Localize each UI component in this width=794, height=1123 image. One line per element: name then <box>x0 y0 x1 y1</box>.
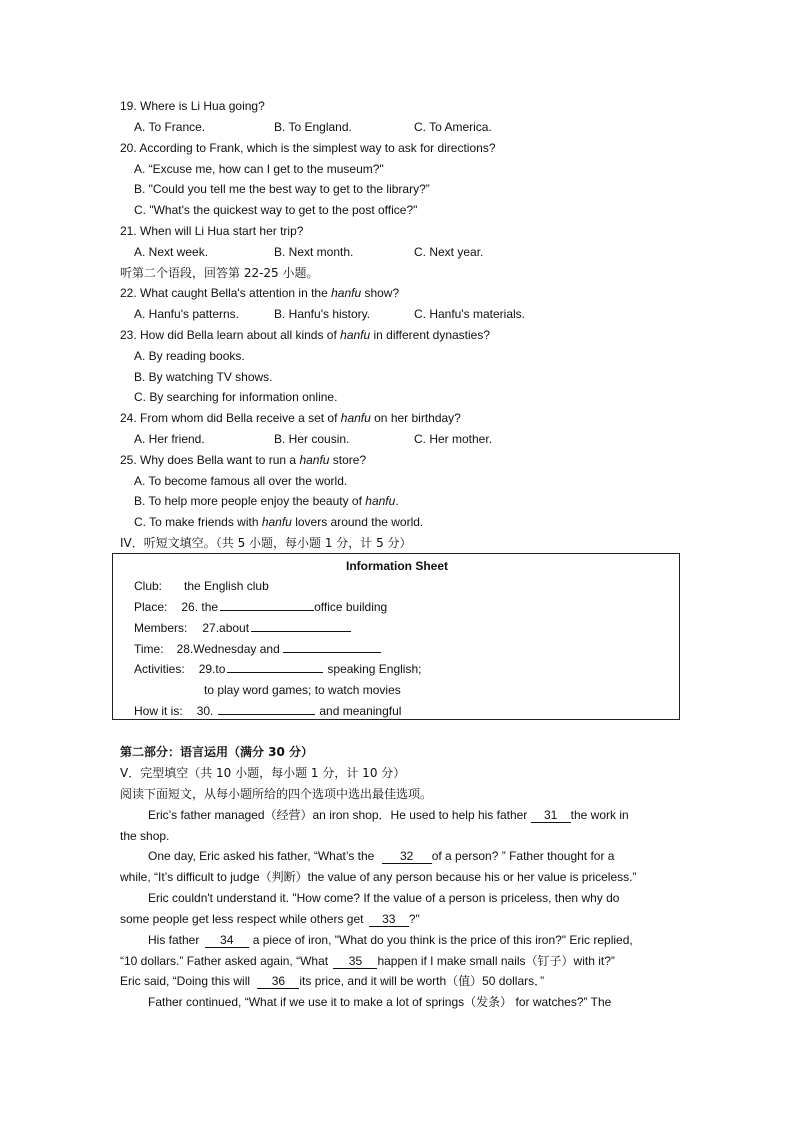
option-22b: B. Hanfu's history. <box>274 307 371 321</box>
option-24a: A. Her friend. <box>134 432 205 446</box>
information-sheet <box>112 553 680 720</box>
blank-28[interactable] <box>283 639 381 653</box>
dialogue-2-intro: 听第二个语段，回答第 22-25 小题。 <box>120 266 319 280</box>
section-4-title: IV．听短文填空。（共 5 小题，每小题 1 分，计 5 分） <box>120 536 412 550</box>
question-20: 20. According to Frank, which is the simplest way to ask for directions? <box>120 141 496 155</box>
cloze-p3-line2: some people get less respect while others get 33 ?" <box>120 912 420 926</box>
blank-29[interactable] <box>227 659 323 673</box>
question-21: 21. When will Li Hua start her trip? <box>120 224 304 238</box>
sheet-row-place: Place: 26. the office building <box>134 597 387 617</box>
cloze-p5-line1: Father continued, “What if we use it to make a lot of springs（发条） for watches?” The <box>148 995 612 1009</box>
cloze-p1-line2: the shop. <box>120 829 170 843</box>
question-24: 24. From whom did Bella receive a set of hanfu on her birthday? <box>120 411 461 425</box>
blank-33[interactable]: 33 <box>369 912 409 927</box>
option-25c: C. To make friends with hanfu lovers around the world. <box>134 515 424 529</box>
option-19b: B. To England. <box>274 120 352 134</box>
cloze-p4-line3: Eric said, “Doing this will 36 its price, and it will be worth（值）50 dollars．” <box>120 974 545 988</box>
sheet-row-how: How it is: 30. and meaningful <box>134 701 401 721</box>
option-20c: C. "What's the quickest way to get to the post office?" <box>134 203 418 217</box>
question-25: 25. Why does Bella want to run a hanfu store? <box>120 453 367 467</box>
option-20a: A. “Excuse me, how can I get to the museum?" <box>134 162 384 176</box>
blank-30[interactable] <box>218 701 315 715</box>
cloze-p4-line1: His father 34 a piece of iron, "What do you think is the price of this iron?" Eric replied, <box>148 933 633 947</box>
sheet-row-activities-2: to play word games; to watch movies <box>204 683 401 697</box>
option-19c: C. To America. <box>414 120 492 134</box>
option-21b: B. Next month. <box>274 245 354 259</box>
option-24b: B. Her cousin. <box>274 432 350 446</box>
cloze-p4-line2: “10 dollars.” Father asked again, “What 35 happen if I make small nails（钉子）with it?” <box>120 954 615 968</box>
sheet-row-members: Members: 27.about <box>134 618 351 638</box>
blank-26[interactable] <box>220 597 314 611</box>
section-5-title: V．完型填空（共 10 小题，每小题 1 分，计 10 分） <box>120 766 406 780</box>
option-25b: B. To help more people enjoy the beauty of hanfu. <box>134 494 399 508</box>
blank-35[interactable]: 35 <box>333 954 377 969</box>
sheet-row-time: Time: 28.Wednesday and <box>134 639 381 659</box>
sheet-title: Information Sheet <box>345 559 448 573</box>
option-22c: C. Hanfu's materials. <box>414 307 525 321</box>
option-19a: A. To France. <box>134 120 206 134</box>
blank-32[interactable]: 32 <box>382 849 432 864</box>
option-21a: A. Next week. <box>134 245 209 259</box>
cloze-p1-line1: Eric’s father managed（经营）an iron shop．He used to help his father 31 the work in <box>148 808 629 822</box>
cloze-instruction: 阅读下面短文，从每小题所给的四个选项中选出最佳选项。 <box>120 787 433 801</box>
option-20b: B. "Could you tell me the best way to get to the library?” <box>134 182 430 196</box>
cloze-p3-line1: Eric couldn't understand it. "How come? If the value of a person is priceless, then why do <box>148 891 620 905</box>
option-23a: A. By reading books. <box>134 349 245 363</box>
option-21c: C. Next year. <box>414 245 484 259</box>
blank-36[interactable]: 36 <box>257 974 299 989</box>
question-22: 22. What caught Bella's attention in the hanfu show? <box>120 286 400 300</box>
cloze-p2-line1: One day, Eric asked his father, “What’s the 32 of a person? ” Father thought for a <box>148 849 615 863</box>
blank-31[interactable]: 31 <box>531 808 571 823</box>
sheet-row-activities: Activities: 29.to speaking English; <box>134 659 421 679</box>
cloze-p2-line2: while, “It’s difficult to judge（判断）the value of any person because his or her value is priceless.” <box>120 870 637 884</box>
option-25a: A. To become famous all over the world. <box>134 474 348 488</box>
option-23b: B. By watching TV shows. <box>134 370 273 384</box>
blank-34[interactable]: 34 <box>205 933 249 948</box>
option-24c: C. Her mother. <box>414 432 493 446</box>
part-2-title: 第二部分：语言运用（满分 30 分） <box>120 745 314 759</box>
option-22a: A. Hanfu's patterns. <box>134 307 240 321</box>
option-23c: C. By searching for information online. <box>134 390 338 404</box>
question-19: 19. Where is Li Hua going? <box>120 99 265 113</box>
sheet-row-club: Club: the English club <box>134 579 269 593</box>
question-23: 23. How did Bella learn about all kinds of hanfu in different dynasties? <box>120 328 491 342</box>
blank-27[interactable] <box>251 618 351 632</box>
